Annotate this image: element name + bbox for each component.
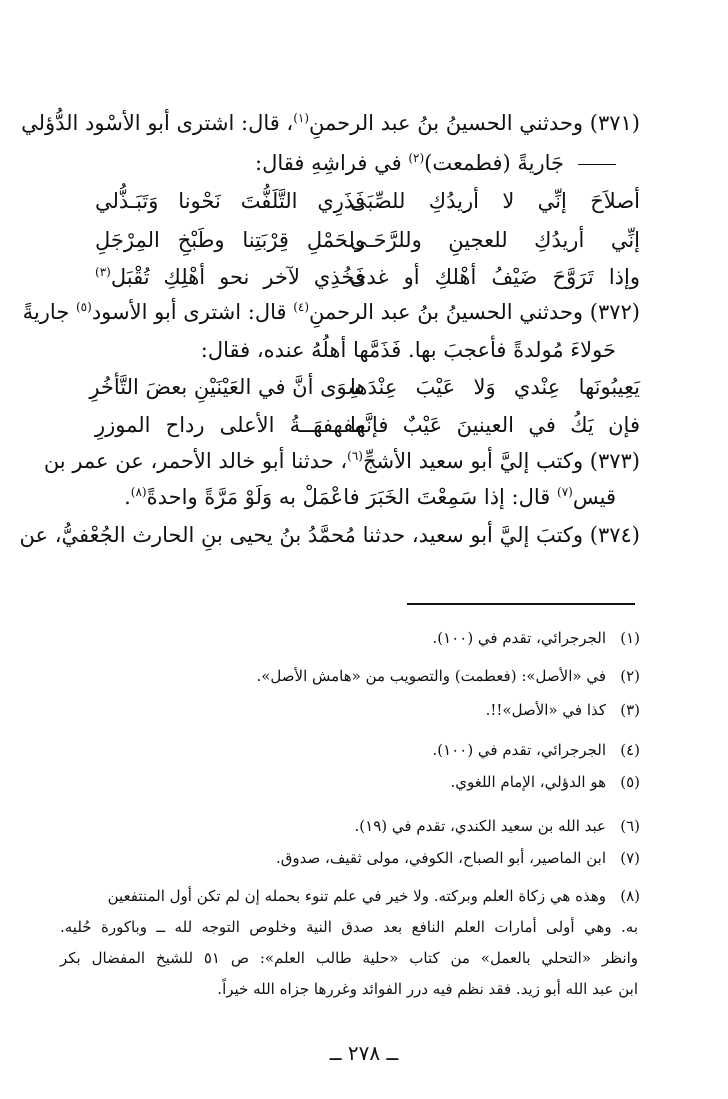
hadith-372-line-2: حَولاءَ مُولدةً فأعجبَ بها. فَذَمَّها أهلُهُ عنده، فقال: [200, 338, 616, 362]
text-run: ، حدثنا أبو خالد الأحمر، عن عمر بن [43, 449, 348, 473]
text-run: جاريةً [22, 300, 76, 324]
text-run: (٣٧١) وحدثني الحسينُ بنُ عبد الرحمنِ [309, 111, 640, 135]
footnote-number: (٢) [620, 667, 640, 685]
text-run: قال: إذا سَمِعْتَ الخَبَرَ فاعْمَلْ به وَلَوْ مَرَّةً واحدةً [146, 485, 558, 509]
verse-3-second-hemistich [95, 262, 365, 292]
footnote-number: (٧) [620, 849, 640, 867]
footnote-ref: (١) [293, 111, 310, 125]
text-run: (٣٧٣) وكتب إليَّ أبو سعيد الأشجِّ [362, 449, 640, 473]
hadith-373-line-1 [43, 446, 640, 476]
footnote-text: في «الأصل»: (فعطمت) والتصويب من «هامش الأصل». [256, 667, 606, 685]
text-run: . [124, 485, 131, 509]
verse-1-second-hemistich: فَذَرِي التَّلَفُّتَ نَحْونا وَتَبَـذُّلي [95, 189, 365, 213]
verse-1-first-hemistich: أصلاَحَ إنِّي لا أريدُكِ للصِّبَى [350, 189, 640, 213]
footnote-4 [60, 738, 640, 762]
footnote-ref: (٦) [347, 449, 363, 463]
footnote-ref: (٧) [557, 485, 573, 499]
text-run: ، قال: اشترى أبو الأسْود الدُّؤلي [21, 111, 294, 135]
text-run: قيس [572, 485, 616, 509]
footnote-text: الجرجرائي، تقدم في (١٠٠). [432, 629, 606, 647]
hadith-371-line-1 [21, 108, 640, 138]
hadith-374-line-1: (٣٧٤) وكتبَ إليَّ أبو سعيد، حدثنا مُحمَّدُ بنُ يحيى بنِ الحارث الجُعْفيُّ، عن [19, 523, 640, 547]
footnote-6 [60, 814, 640, 838]
footnote-text: ابن الماصير، أبو الصباح، الكوفي، مولى ثقيف، صدوق. [275, 849, 606, 867]
hadith-371-line-2 [255, 148, 616, 178]
hadith-373-line-2 [124, 482, 616, 512]
footnote-5 [60, 770, 640, 794]
text-run: جَاريةً (فطمعت) [424, 151, 564, 175]
footnote-ref: (٥) [75, 300, 92, 314]
verse-4-first-hemistich: يَعِيبُونَها عِنْدي وَلا عَيْبَ عِنْدَها [350, 375, 640, 399]
footnote-number: (٦) [620, 817, 640, 835]
footnote-number: (٥) [620, 773, 640, 791]
page-number: ــ ٢٧٨ ــ [329, 1041, 399, 1065]
text-run: قال: اشترى أبو الأسود [91, 300, 294, 324]
footnote-text: كذا في «الأصل»!!. [485, 701, 606, 719]
footnote-text: وهذه هي زكاة العلم وبركته. ولا خير في علم تنوء بحمله إن لم تكن أول المنتفعين [107, 887, 606, 905]
hadith-372-line-1 [22, 297, 640, 327]
footnote-3 [60, 698, 640, 722]
footnote-number: (٨) [620, 887, 640, 905]
footnote-number: (٤) [620, 741, 640, 759]
footnote-ref: (٢) [408, 151, 425, 165]
text-run: (٣٧٢) وحدثني الحسينُ بنُ عبد الرحمنِ [309, 300, 640, 324]
footnote-text: عبد الله بن سعيد الكندي، تقدم في (١٩). [354, 817, 606, 835]
verse-3-first-hemistich: وإذا تَرَوَّحَ ضَيْفُ أهْلكِ أو غدى [350, 265, 640, 289]
footnote-separator [407, 603, 635, 605]
text-run: في فراشِهِ فقال: [255, 151, 409, 175]
footnote-8-continuation-2: وانظر «التحلي بالعمل» من كتاب «حلية طالب العلم»: ص ٥١ للشيخ المفضال بكر [60, 949, 639, 967]
verse-2-first-hemistich: إنِّي أريدُكِ للعجينِ وللرَّحَـى [350, 228, 640, 252]
footnote-text: الجرجرائي، تقدم في (١٠٠). [432, 741, 606, 759]
footnote-number: (١) [620, 629, 640, 647]
text-run: فَخُذِي لآخر نحو أهْلِكِ تُقْبَل [110, 265, 365, 289]
footnote-ref: (٤) [293, 300, 310, 314]
verse-4-second-hemistich: سِوَى أنَّ في العَيْنَيْنِ بعضَ التَّأخُرِ [89, 375, 365, 399]
verse-2-second-hemistich: ولحَمْلِ قِرْبَتِنا وطَبْخِ المِرْجَلِ [95, 228, 365, 252]
verse-5-first-hemistich: فإن يَكُ في العينينَ عَيْبٌ فإنَّها [350, 413, 640, 437]
verse-5-second-hemistich: مفهفهَــةُ الأعلى رداح الموزرِ [95, 413, 365, 437]
footnote-8-continuation-3: ابن عبد الله أبو زيد. فقد نظم فيه درر الفوائد وغررها جزاه الله خيراً. [217, 980, 638, 998]
dash-divider [578, 164, 616, 165]
footnote-ref: (٨) [130, 485, 147, 499]
footnote-8 [60, 884, 640, 908]
footnote-8-continuation-1: به. وهي أولى أمارات العلم النافع بعد صدق النية وخلوص التوجه لله ــ وباكورة حُليه. [60, 918, 638, 936]
footnote-number: (٣) [620, 701, 640, 719]
footnote-text: هو الدؤلي، الإمام اللغوي. [450, 773, 606, 791]
footnote-7 [60, 846, 640, 870]
footnote-2 [60, 664, 640, 688]
footnote-1 [60, 626, 640, 650]
footnote-ref: (٣) [95, 265, 111, 279]
